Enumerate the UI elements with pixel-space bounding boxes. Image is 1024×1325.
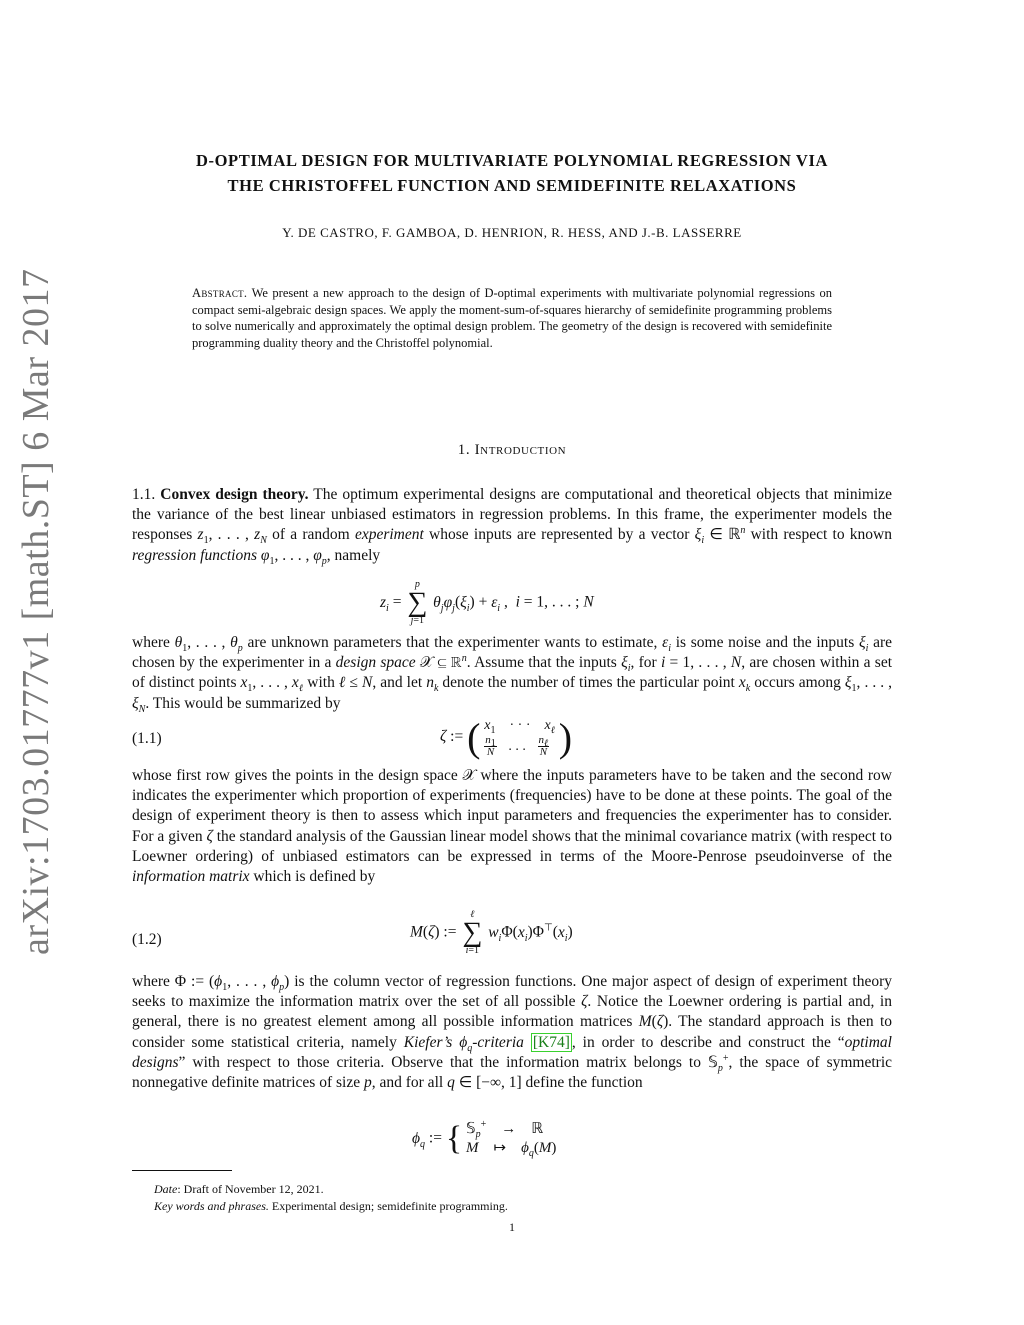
paragraph-design-interpretation: whose first row gives the points in the design space 𝒳 where the inputs parameters have to be taken and the second row indicates the experimenter which proportion of experiments (frequencies) have to be done at these points. The goal of the design of experiment theory is then to assess which input parameters and frequencies the experimenter has to consider. For a given ζ the standard analysis of the Gaussian linear model shows that the minimal covariance matrix (with respect to Loewner ordering) of unbiased estimators can be expressed in terms of the Moore-Penrose pseudoinverse of the information matrix which is defined by (132, 767, 892, 886)
footnote-date-text: : Draft of November 12, 2021. (177, 1182, 324, 1196)
footnote-keywords-label: Key words and phrases. (154, 1199, 269, 1213)
footnote-keywords-text: Experimental design; semidefinite programming. (268, 1199, 508, 1213)
author-list: Y. DE CASTRO, F. GAMBOA, D. HENRION, R. HESS, AND J.-B. LASSERRE (282, 225, 742, 240)
subsection-title: Convex design theory. (160, 486, 309, 503)
abstract-label: Abstract. (192, 286, 248, 300)
abstract-text: We present a new approach to the design of D-optimal experiments with multivariate polynomial regressions on compact semi-algebraic design spaces. We apply the moment-sum-of-squares hierarchy of semidefinite programming problems to solve numerically and approximately the optimal design problem. The geometry of the design is recovered with semidefinite programming duality theory and the Christoffel polynomial. (192, 286, 832, 350)
footnote-rule (132, 1170, 232, 1171)
paragraph-intro: 1.1. Convex design theory. The optimum experimental designs are computational and theoretical objects that minimize the variance of the best linear unbiased estimators in regression problems. In this frame, the experimenter models the responses $z_1$, . . . , $z_N$ of a random experiment whose inputs are represented by a vector $\xi_i$ ∈ ℝ$^n$ with respect to known regression functions $\varphi_1$, . . . , $\varphi_p$, namely (132, 486, 893, 567)
equation-phi-q: $\phi_q$ := { 𝕊$_p$+ → ℝ M ↦ $\phi_q(M)$ (412, 1119, 557, 1159)
section-number: 1. (457, 442, 471, 458)
paragraph-optimality-criteria: where Φ := ($\phi_1$, . . . , $\phi_p$) is the column vector of regression functions. One major aspect of design of experiment theory seeks to maximize the information matrix over the set of all possible ζ. Notice the Loewner ordering is partial and, in general, there is no greatest element among all possible information matrices M(ζ). The standard approach is then to consider some statistical criteria, namely Kiefer’s $\phi_q$-criteria [K74] , in order to describe and construct the “optimal designs” with respect to those criteria. Observe that the information matrix belongs to 𝕊$_p$+, the space of symmetric nonnegative definite matrices of size p, and for all q ∈ [−∞, 1] define the function (132, 973, 893, 1092)
section-title: Introduction (474, 442, 567, 458)
page-number: 1 (509, 1220, 515, 1234)
paper-title (100, 148, 924, 198)
equation-regression-model: $z_i$ = p ∑ j=1 $\theta_j\varphi_j(\xi_i) + \varepsilon_i$ , i = 1, . . . ; N (380, 579, 594, 626)
title-line-2: THE CHRISTOFFEL FUNCTION AND SEMIDEFINITE RELAXATIONS (227, 176, 797, 195)
equation-1-1: (1.1) ζ := ( $x_1$ · · · $x_\ell$ $\frac{n_1}{N}$ . . . $\frac{n_\ell}{N}$ ) (132, 715, 573, 760)
equation-number-1-2: (1.2) (132, 931, 162, 948)
equation-number-1-1: (1.1) (132, 730, 162, 747)
footnote-date-label: Date (154, 1182, 178, 1196)
paragraph-parameters: where $\theta_1$, . . . , $\theta_p$ are unknown parameters that the experimenter wants to estimate, $\varepsilon_i$ is some noise and the inputs $\xi_i$ are chosen by the experimenter in a design space 𝒳 ⊆ ℝ$^n$. Assume that the inputs $\xi_i$, for i = 1, . . . , N, are chosen within a set of distinct points $x_1$, . . . , $x_\ell$ with ℓ ≤ N, and let $n_k$ denote the number of times the particular point $x_k$ occurs among $\xi_1$, . . . , $\xi_N$. This would be summarized by (132, 634, 893, 715)
equation-1-2: (1.2) M(ζ) := ℓ ∑ i=1 $w_i\Phi(x_i)\Phi^⊤(x_i)$ (132, 909, 573, 956)
footnote-keywords (154, 1199, 894, 1214)
section-heading (100, 442, 924, 459)
footnote-date (154, 1182, 894, 1197)
subsection-number: 1.1. (132, 486, 156, 503)
citation-k74[interactable]: [K74] (532, 1033, 570, 1051)
abstract (192, 285, 832, 351)
title-line-1: D-OPTIMAL DESIGN FOR MULTIVARIATE POLYNOMIAL REGRESSION VIA (196, 151, 828, 170)
arxiv-identifier-stamp[interactable]: arXiv:1703.01777v1 [math.ST] 6 Mar 2017 (15, 268, 57, 955)
